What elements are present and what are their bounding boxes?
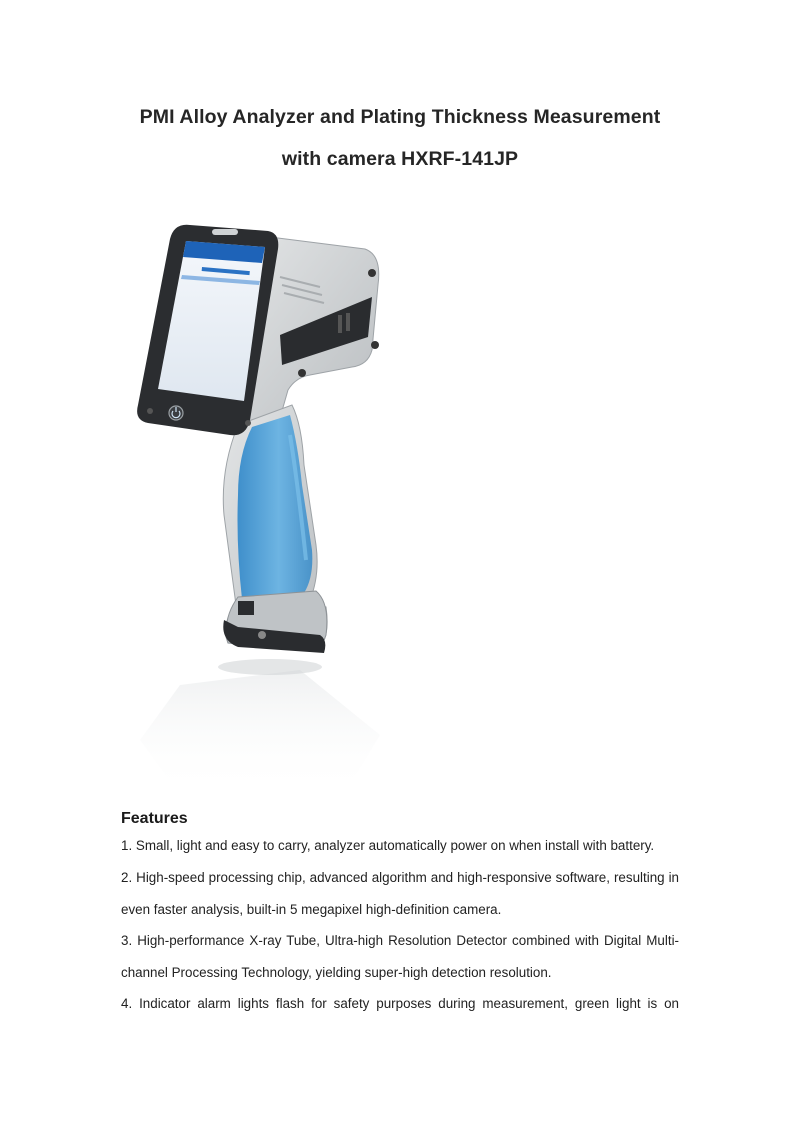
- product-photo: [120, 215, 420, 800]
- document-title-line-1: PMI Alloy Analyzer and Plating Thickness Measurement: [139, 106, 661, 128]
- features-heading: Features: [121, 810, 188, 827]
- feature-item-3: 3. High-performance X-ray Tube, Ultra-high Resolution Detector combined with Digital Multi-channel Processing Technology, yielding super-high detection resolution.: [121, 933, 679, 980]
- document-title-line-2: with camera HXRF-141JP: [281, 148, 519, 170]
- product-reflection: [140, 659, 380, 795]
- feature-item-1: 1. Small, light and easy to carry, analyzer automatically power on when install with battery.: [121, 838, 655, 853]
- feature-item-4: 4. Indicator alarm lights flash for safety purposes during measurement, green light is on: [121, 996, 679, 1011]
- feature-item-2: 2. High-speed processing chip, advanced algorithm and high-responsive software, resulting in even faster analysis, built-in 5 megapixel high-definition camera.: [121, 870, 679, 917]
